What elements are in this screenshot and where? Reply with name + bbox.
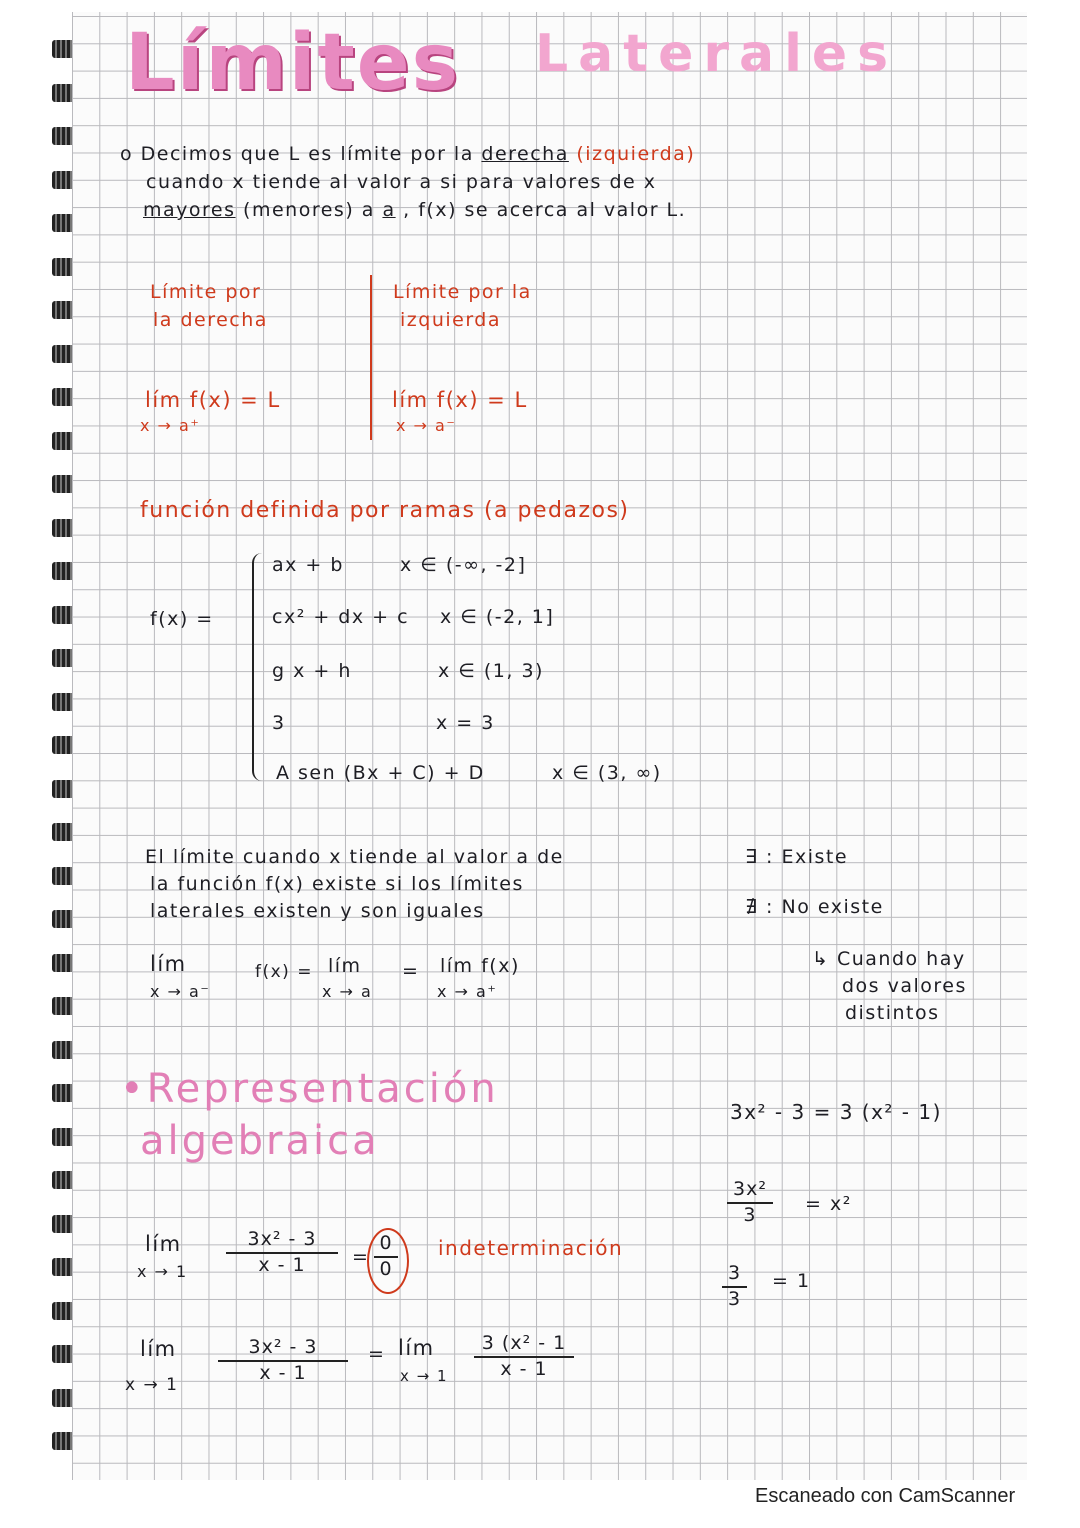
algebraic-heading-1: •Representación — [120, 1066, 499, 1112]
side-result-2: = 1 — [772, 1270, 811, 1292]
divider-line — [370, 275, 372, 440]
definition-line-3 — [143, 199, 686, 221]
right-limit-formula: lím f(x) = L — [145, 388, 281, 412]
eq-mid-sub: x → a — [322, 982, 373, 1001]
algebraic-heading-2: algebraica — [140, 1118, 380, 1164]
def-derecha: derecha — [481, 143, 569, 165]
left-limit-formula: lím f(x) = L — [392, 388, 528, 412]
existence-line-1: El límite cuando x tiende al valor a de — [145, 846, 564, 868]
piecewise-heading: función definida por ramas (a pedazos) — [140, 498, 630, 523]
def-text: o Decimos que L es límite por la — [120, 143, 482, 165]
ex2-fraction-2 — [474, 1332, 574, 1380]
ex2-sub: x → 1 — [125, 1375, 179, 1395]
eq-mid-pre: f(x) = — [255, 962, 313, 982]
ex1-sub: x → 1 — [137, 1262, 188, 1281]
piece-expr: 3 — [272, 712, 286, 734]
piece-domain: x ∈ (1, 3) — [438, 660, 544, 682]
left-limit-title-2: izquierda — [400, 309, 502, 331]
ex2-lim: lím — [140, 1337, 177, 1361]
ex1-result — [374, 1232, 398, 1280]
ex2-fraction — [218, 1336, 348, 1384]
ex2-lim2: lím — [398, 1336, 435, 1360]
title-laterales: Laterales — [535, 24, 899, 84]
piece-expr: ax + b — [272, 554, 344, 576]
piecewise-brace — [252, 553, 264, 781]
factor-note: 3x² - 3 = 3 (x² - 1) — [730, 1100, 942, 1124]
eq-right-pre: = — [402, 960, 420, 982]
ex1-lim: lím — [145, 1232, 182, 1256]
numerator: 3x² — [727, 1178, 773, 1204]
piecewise-lhs: f(x) = — [150, 608, 214, 630]
piece-domain: x ∈ (3, ∞) — [552, 762, 662, 784]
piece-domain: x = 3 — [436, 712, 495, 734]
ex2-sub2: x → 1 — [400, 1367, 449, 1385]
right-limit-title-2: la derecha — [153, 309, 268, 331]
denominator: x - 1 — [259, 1362, 307, 1384]
numerator: 0 — [374, 1232, 398, 1258]
side-fraction-1 — [727, 1178, 773, 1226]
left-limit-title-1: Límite por la — [393, 281, 532, 303]
right-limit-title-1: Límite por — [150, 281, 262, 303]
indeterminacion-label: indeterminación — [438, 1236, 624, 1260]
eq-left-sub: x → a⁻ — [150, 982, 211, 1001]
scanner-watermark: Escaneado con CamScanner — [755, 1485, 1016, 1507]
eq-left-lim: lím — [150, 952, 187, 976]
existence-line-2: la función f(x) existe si los límites — [150, 873, 524, 895]
def-izquierda: (izquierda) — [568, 143, 696, 165]
denominator: 3 — [728, 1288, 742, 1310]
ex1-eq: = — [352, 1246, 370, 1268]
exists-label: ∃ : Existe — [745, 846, 849, 868]
side-fraction-2 — [722, 1262, 747, 1310]
denominator: 0 — [379, 1258, 393, 1280]
definition-line-1 — [120, 143, 695, 165]
numerator: 3x² - 3 — [226, 1228, 338, 1254]
numerator: 3x² - 3 — [218, 1336, 348, 1362]
numerator: 3 (x² - 1 — [474, 1332, 574, 1358]
note-line-1: ↳ Cuando hay — [812, 948, 966, 970]
def-mayores: mayores — [143, 199, 236, 221]
denominator: 3 — [743, 1204, 757, 1226]
numerator: 3 — [722, 1262, 747, 1288]
not-exists-label: ∄ : No existe — [745, 896, 884, 918]
def-text: (menores) a — [235, 199, 383, 221]
note-line-3: distintos — [845, 1002, 940, 1024]
note-line-2: dos valores — [842, 975, 967, 997]
eq-right-sub: x → a⁺ — [437, 982, 498, 1001]
piece-domain: x ∈ (-2, 1] — [440, 606, 555, 628]
title-limites: Límites — [125, 18, 461, 108]
ex2-eq: = — [368, 1343, 386, 1365]
ex1-fraction — [226, 1228, 338, 1276]
piece-expr: cx² + dx + c — [272, 606, 410, 628]
side-result-1: = x² — [805, 1193, 852, 1215]
existence-line-3: laterales existen y son iguales — [150, 900, 485, 922]
piece-expr: g x + h — [272, 660, 352, 682]
def-text: , f(x) se acerca al valor L. — [395, 199, 687, 221]
eq-right-lim: lím f(x) — [440, 955, 520, 977]
eq-mid-lim: lím — [328, 955, 362, 977]
piece-expr: A sen (Bx + C) + D — [276, 762, 485, 784]
piece-domain: x ∈ (-∞, -2] — [400, 554, 527, 576]
definition-line-2: cuando x tiende al valor a si para valores de x — [146, 171, 657, 193]
right-limit-sub: x → a⁺ — [140, 416, 201, 435]
left-limit-sub: x → a⁻ — [396, 416, 457, 435]
denominator: x - 1 — [258, 1254, 306, 1276]
denominator: x - 1 — [500, 1358, 548, 1380]
def-a: a — [382, 199, 396, 221]
